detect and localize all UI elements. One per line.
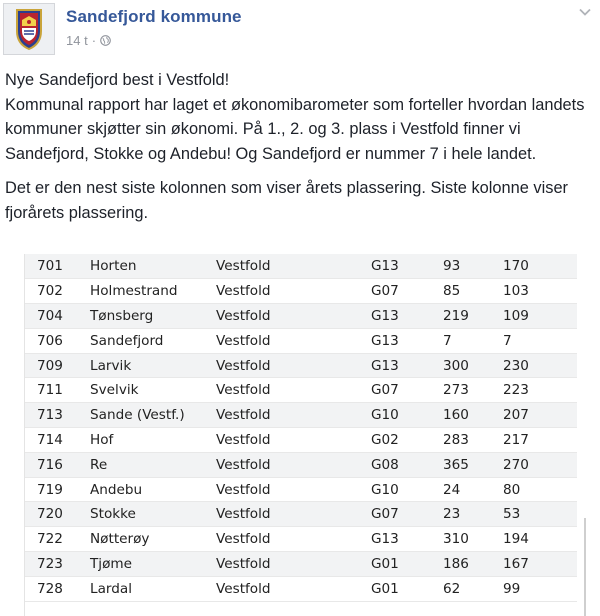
county-cell: Vestfold [213, 304, 358, 329]
group-cell: G01 [358, 576, 443, 601]
this-year-rank-cell: 85 [443, 279, 503, 304]
group-cell: G13 [358, 254, 443, 279]
last-year-rank-cell: 103 [503, 279, 577, 304]
group-cell: G13 [358, 527, 443, 552]
municipality-number-cell: 711 [25, 378, 77, 403]
post-header [0, 0, 600, 60]
municipality-number-cell: 702 [25, 279, 77, 304]
municipality-name-cell: Horten [77, 254, 213, 279]
last-year-rank-cell: 270 [503, 452, 577, 477]
last-year-rank-cell: 207 [503, 403, 577, 428]
this-year-rank-cell: 7 [443, 328, 503, 353]
table-row [25, 254, 577, 279]
county-cell: Vestfold [213, 279, 358, 304]
municipality-number-cell: 719 [25, 477, 77, 502]
group-cell: G07 [358, 378, 443, 403]
post-paragraph: Kommunal rapport har laget et økonomibarometer som forteller hvordan landets kommuner skjøtter sin økonomi. På 1., 2. og 3. plass i Vestfold finner vi Sandefjord, Stokke og Andebu! Og Sandefjord er nummer 7 i hele landet. [5, 95, 585, 163]
municipality-name-cell: Tjøme [77, 552, 213, 577]
municipality-name-cell: Larvik [77, 353, 213, 378]
county-cell: Vestfold [213, 353, 358, 378]
county-cell: Vestfold [213, 378, 358, 403]
table-row [25, 502, 577, 527]
municipality-name-cell: Tønsberg [77, 304, 213, 329]
this-year-rank-cell: 160 [443, 403, 503, 428]
coat-of-arms-icon [4, 4, 54, 54]
post-paragraph: Det er den nest siste kolonnen som viser årets plassering. Siste kolonne viser fjorårets plassering. [5, 179, 569, 222]
county-cell: Vestfold [213, 328, 358, 353]
municipality-name-cell: Sandefjord [77, 328, 213, 353]
post-message [5, 68, 595, 235]
municipality-number-cell: 716 [25, 452, 77, 477]
last-year-rank-cell: 167 [503, 552, 577, 577]
group-cell: G13 [358, 304, 443, 329]
county-cell: Vestfold [213, 254, 358, 279]
table-row [25, 378, 577, 403]
group-cell: G10 [358, 403, 443, 428]
this-year-rank-cell: 23 [443, 502, 503, 527]
last-year-rank-cell: 223 [503, 378, 577, 403]
municipality-name-cell: Svelvik [77, 378, 213, 403]
page-name-link[interactable]: Sandefjord kommune [66, 7, 242, 26]
county-cell: Vestfold [213, 477, 358, 502]
municipality-number-cell: 720 [25, 502, 77, 527]
last-year-rank-cell: 7 [503, 328, 577, 353]
municipality-name-cell: Lardal [77, 576, 213, 601]
county-cell: Vestfold [213, 502, 358, 527]
last-year-rank-cell: 170 [503, 254, 577, 279]
municipality-name-cell: Hof [77, 428, 213, 453]
municipality-name-cell: Holmestrand [77, 279, 213, 304]
municipality-name-cell: Sande (Vestf.) [77, 403, 213, 428]
municipality-name-cell: Nøtterøy [77, 527, 213, 552]
table-row [25, 328, 577, 353]
this-year-rank-cell: 310 [443, 527, 503, 552]
table-row [25, 527, 577, 552]
municipality-number-cell: 701 [25, 254, 77, 279]
this-year-rank-cell: 300 [443, 353, 503, 378]
municipality-table [25, 254, 577, 602]
this-year-rank-cell: 219 [443, 304, 503, 329]
municipality-number-cell: 706 [25, 328, 77, 353]
group-cell: G07 [358, 502, 443, 527]
post-paragraph: Nye Sandefjord best i Vestfold! [5, 71, 230, 89]
municipality-number-cell: 728 [25, 576, 77, 601]
table-row [25, 576, 577, 601]
group-cell: G08 [358, 452, 443, 477]
municipality-number-cell: 704 [25, 304, 77, 329]
last-year-rank-cell: 53 [503, 502, 577, 527]
group-cell: G02 [358, 428, 443, 453]
group-cell: G01 [358, 552, 443, 577]
last-year-rank-cell: 109 [503, 304, 577, 329]
last-year-rank-cell: 217 [503, 428, 577, 453]
table-row [25, 353, 577, 378]
last-year-rank-cell: 230 [503, 353, 577, 378]
municipality-number-cell: 722 [25, 527, 77, 552]
county-cell: Vestfold [213, 428, 358, 453]
table-row [25, 477, 577, 502]
table-row [25, 279, 577, 304]
this-year-rank-cell: 365 [443, 452, 503, 477]
this-year-rank-cell: 24 [443, 477, 503, 502]
chevron-down-icon[interactable] [578, 7, 592, 17]
this-year-rank-cell: 283 [443, 428, 503, 453]
this-year-rank-cell: 273 [443, 378, 503, 403]
table-row [25, 304, 577, 329]
municipality-number-cell: 723 [25, 552, 77, 577]
table-row [25, 452, 577, 477]
group-cell: G13 [358, 328, 443, 353]
attached-photo-table[interactable] [24, 254, 592, 616]
municipality-name-cell: Andebu [77, 477, 213, 502]
municipality-name-cell: Re [77, 452, 213, 477]
this-year-rank-cell: 93 [443, 254, 503, 279]
municipality-number-cell: 713 [25, 403, 77, 428]
last-year-rank-cell: 194 [503, 527, 577, 552]
table-row [25, 552, 577, 577]
municipality-number-cell: 709 [25, 353, 77, 378]
last-year-rank-cell: 99 [503, 576, 577, 601]
table-row [25, 403, 577, 428]
county-cell: Vestfold [213, 527, 358, 552]
group-cell: G10 [358, 477, 443, 502]
this-year-rank-cell: 186 [443, 552, 503, 577]
image-edge-line [584, 518, 586, 616]
county-cell: Vestfold [213, 552, 358, 577]
last-year-rank-cell: 80 [503, 477, 577, 502]
this-year-rank-cell: 62 [443, 576, 503, 601]
table-row [25, 428, 577, 453]
post-timestamp[interactable]: 14 t [66, 33, 88, 48]
globe-icon[interactable] [100, 35, 111, 46]
meta-separator: · [91, 33, 97, 48]
municipality-name-cell: Stokke [77, 502, 213, 527]
county-cell: Vestfold [213, 452, 358, 477]
avatar[interactable] [3, 3, 55, 55]
group-cell: G07 [358, 279, 443, 304]
municipality-number-cell: 714 [25, 428, 77, 453]
county-cell: Vestfold [213, 403, 358, 428]
group-cell: G13 [358, 353, 443, 378]
post-meta [66, 33, 111, 48]
county-cell: Vestfold [213, 576, 358, 601]
